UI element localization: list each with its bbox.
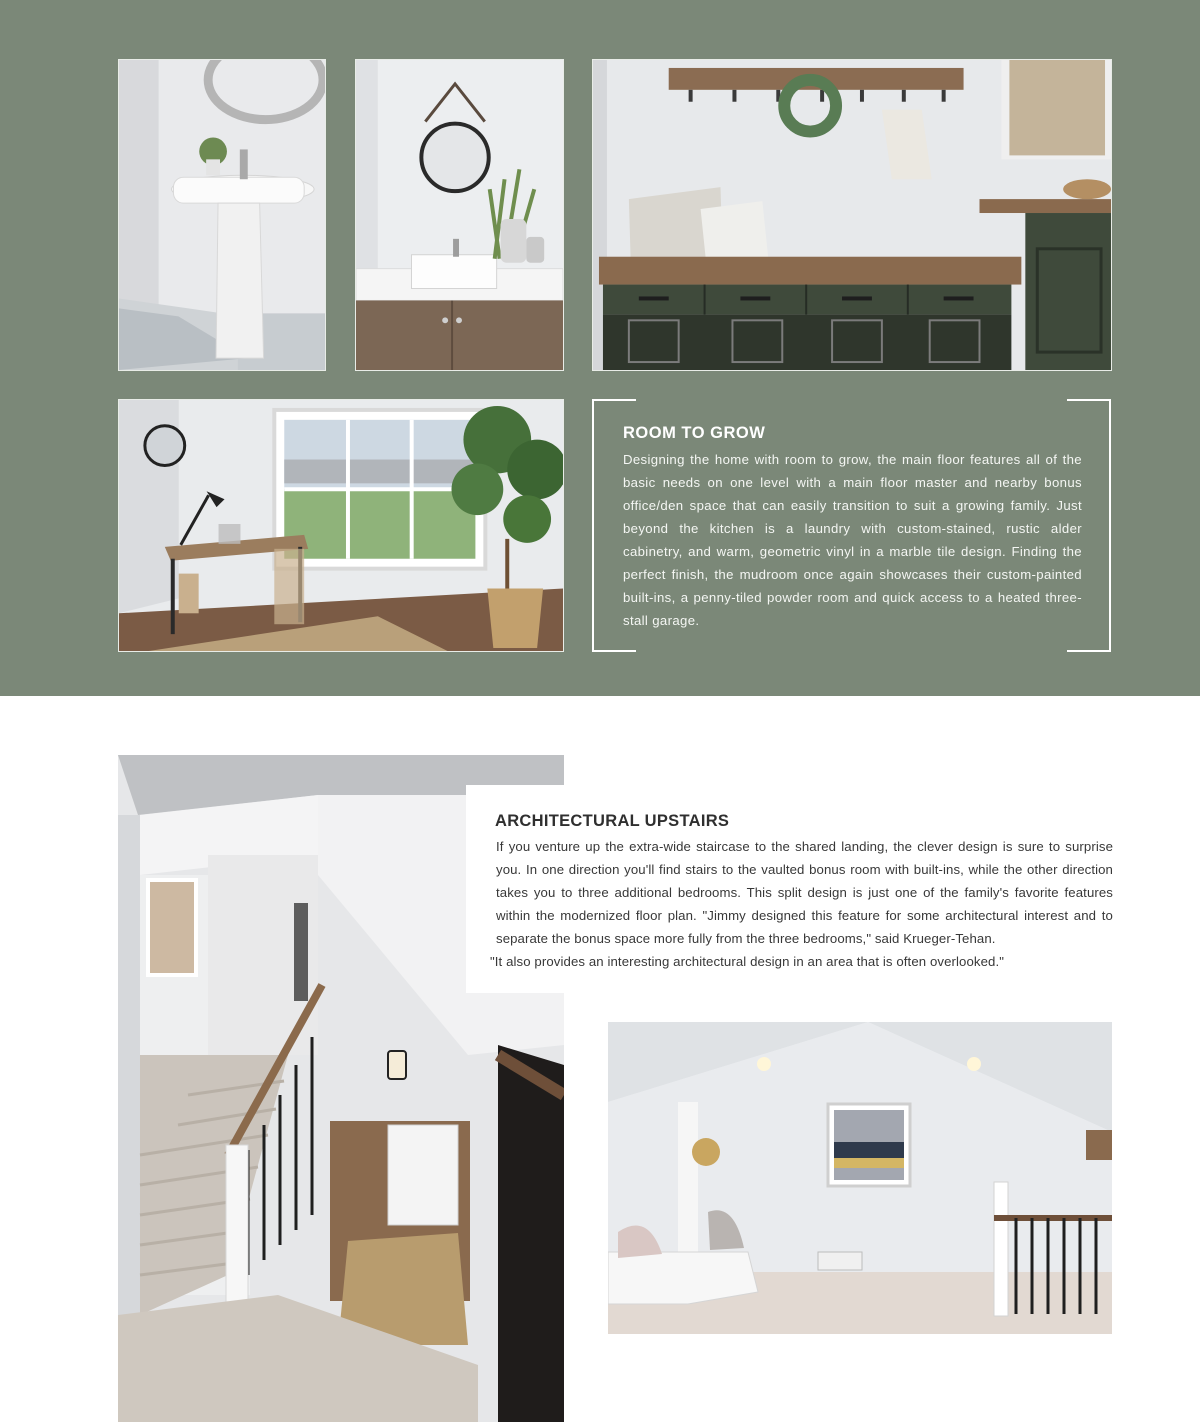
room-to-grow-body: Designing the home with room to grow, the main floor features all of the basic needs on one level with a main floor master and nearby bonus office/den space that can easily transition to suit a growing family. Just beyond the kitchen is a laundry with custom-stained, rustic alder cabinetry, and warm, geometric vinyl in a marble tile design. Finding the perfect finish, the mudroom once again showcases their custom-painted built-ins, a penny-tiled powder room and quick access to a heated three-stall garage. <box>623 452 1082 628</box>
photo-office-den <box>118 399 564 652</box>
room-to-grow-title: ROOM TO GROW <box>623 424 766 442</box>
photo-laundry-sink <box>355 59 564 371</box>
architectural-upstairs-body <box>490 835 1113 973</box>
photo-bonus-room <box>608 1022 1112 1334</box>
architectural-upstairs-quote-line: "It also provides an interesting architectural design in an area that is often overlooked." <box>490 954 1005 969</box>
photo-powder-room <box>118 59 326 371</box>
architectural-upstairs-title: ARCHITECTURAL UPSTAIRS <box>495 812 730 830</box>
architectural-upstairs-body-text: If you venture up the extra-wide staircase to the shared landing, the clever design is sure to surprise you. In one direction you'll find stairs to the vaulted bonus room with built-ins, while the other direction takes you to three additional bedrooms. This split design is just one of the family's favorite features within the modernized floor plan. "Jimmy designed this feature for some architectural interest and to separate the bonus space more fully from the three bedrooms," said Krueger-Tehan. <box>496 839 1113 946</box>
photo-mudroom-bench <box>592 59 1112 371</box>
